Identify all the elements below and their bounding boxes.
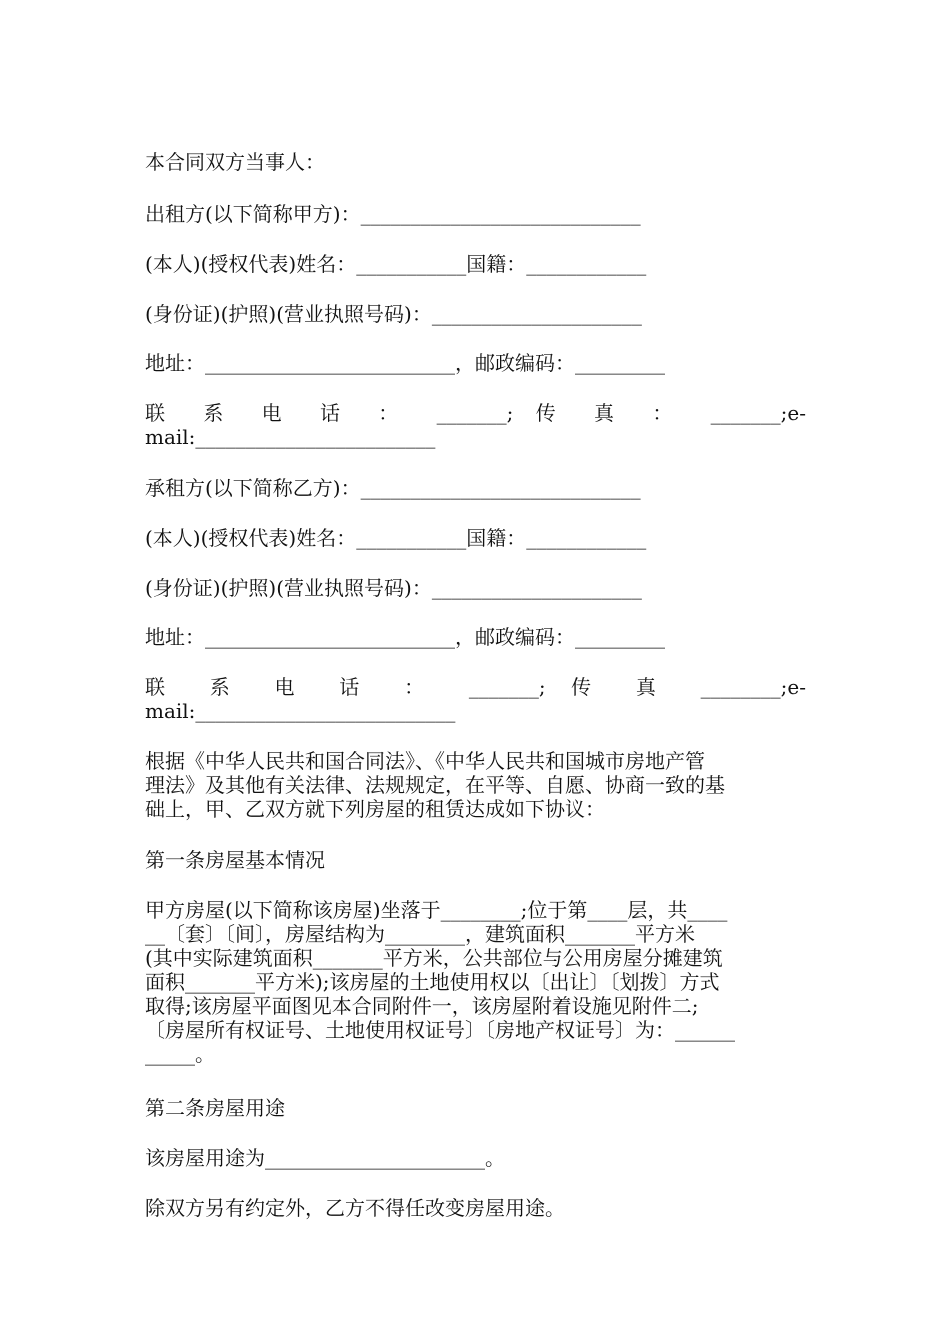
article-2-line-1: 该房屋用途为______________________。 xyxy=(145,1146,505,1170)
article-1-line-2: __〔套〕〔间〕，房屋结构为________，建筑面积_______平方米 xyxy=(145,922,695,946)
article-1-heading: 第一条房屋基本情况 xyxy=(145,848,325,872)
article-1-line-6: 〔房屋所有权证号、土地使用权证号〕〔房地产权证号〕为：______ xyxy=(145,1018,735,1042)
lessee-address-line: 地址：_________________________，邮政编码：_________ xyxy=(145,625,665,649)
article-1-line-7: _____。 xyxy=(145,1042,215,1066)
article-2-line-2: 除双方另有约定外，乙方不得任改变房屋用途。 xyxy=(145,1196,565,1220)
preamble-line-2: 理法》及其他有关法律、法规规定，在平等、自愿、协商一致的基 xyxy=(145,773,725,797)
preamble-line-3: 础上，甲、乙双方就下列房屋的租赁达成如下协议： xyxy=(145,797,605,821)
lessee-id-line: (身份证)(护照)(营业执照号码)：_____________________ xyxy=(145,576,642,600)
article-1-line-5: 取得;该房屋平面图见本合同附件一，该房屋附着设施见附件二; xyxy=(145,994,699,1018)
article-1-line-1: 甲方房屋(以下简称该房屋)坐落于________;位于第____层，共____ xyxy=(145,898,728,922)
parties-heading: 本合同双方当事人： xyxy=(145,150,325,174)
article-1-line-4: 面积_______平方米);该房屋的土地使用权以〔出让〕〔划拨〕方式 xyxy=(145,970,720,994)
preamble-line-1: 根据《中华人民共和国合同法》、《中华人民共和国城市房地产管 xyxy=(145,749,705,773)
article-1-line-3: (其中实际建筑面积_______平方米，公共部位与公用房屋分摊建筑 xyxy=(145,946,723,970)
lessor-id-line: (身份证)(护照)(营业执照号码)：_____________________ xyxy=(145,302,642,326)
lessee-line: 承租方(以下简称乙方)：____________________________ xyxy=(145,476,641,500)
article-2-heading: 第二条房屋用途 xyxy=(145,1096,285,1120)
lessor-phone-fax-line: 联 系 电 话 ： _______; 传 真 ： _______;e- xyxy=(145,401,806,425)
lessee-phone-fax-line: 联 系 电 话 ： _______; 传 真 ________;e- xyxy=(145,675,806,699)
lessor-email-line: mail:________________________ xyxy=(145,425,436,449)
lessor-address-line: 地址：_________________________，邮政编码：_________ xyxy=(145,351,665,375)
lessee-email-line: mail:__________________________ xyxy=(145,699,456,723)
lessor-line: 出租方(以下简称甲方)：____________________________ xyxy=(145,202,641,226)
lessor-name-nationality: (本人)(授权代表)姓名：___________国籍：____________ xyxy=(145,252,647,276)
lessee-name-nationality: (本人)(授权代表)姓名：___________国籍：____________ xyxy=(145,526,647,550)
